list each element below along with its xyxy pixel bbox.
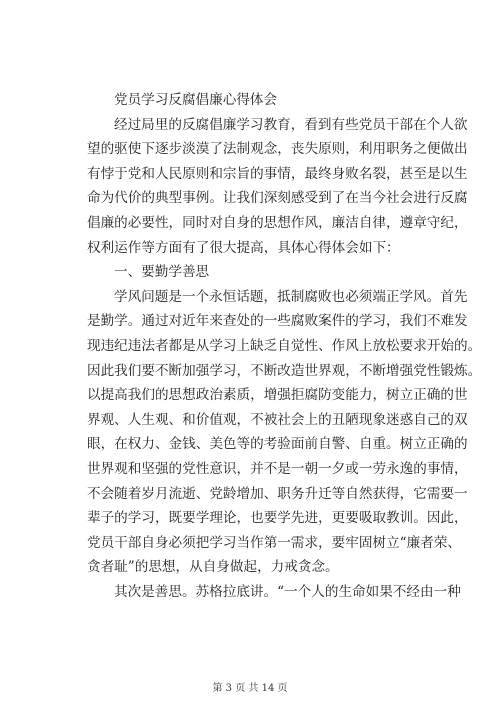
text-line: 命为代价的典型事例。让我们深刻感受到了在当今社会进行反腐 (87, 190, 468, 207)
text-line: 经过局里的反腐倡廉学习教育，看到有些党员干部在个人欲 (114, 116, 468, 133)
section-heading (87, 260, 415, 285)
paragraph-good-thinking (87, 580, 461, 605)
text-line: 学风问题是一个永恒话题，抵制腐败也必须端正学风。首先 (114, 288, 468, 305)
text-line: 权利运作等方面有了很大提高，具体心得体会如下： (87, 239, 400, 256)
text-line: 世界观和坚强的党性意识，并不是一朝一夕或一劳永逸的事情， (87, 460, 468, 477)
document-body (87, 88, 482, 604)
text-line: 以提高我们的思想政治素质，增强拒腐防变能力，树立正确的世 (87, 387, 468, 404)
text-line: 界观、人生观、和价值观，不被社会上的丑陋现象迷惑自己的双 (87, 411, 468, 428)
text-line: 倡廉的必要性，同时对自身的思想作风，廉洁自律，遵章守纪， (87, 214, 468, 231)
text-line: 贪者耻”的思想，从自身做起，力戒贪念。 (87, 559, 339, 576)
text-line: 眼，在权力、金钱、美色等的考验面前自警、自重。树立正确的 (87, 436, 468, 453)
heading-text: 一、要勤学善思 (114, 264, 210, 281)
paragraph-diligent-study (87, 285, 482, 580)
document-title: 党员学习反腐倡廉心得体会 (114, 92, 278, 108)
text-line: 有悖于党和人民原则和宗旨的事情，最终身败名裂，甚至是以生 (87, 165, 468, 182)
text-line: 现违纪违法者都是从学习上缺乏自觉性、作风上放松要求开始的。 (87, 337, 482, 354)
text-line: 望的驱使下逐步淡漠了法制观念，丧失原则，利用职务之便做出 (87, 141, 468, 158)
text-line: 党员干部自身必须把学习当作第一需求，要牢固树立“廉者荣、 (87, 534, 461, 551)
text-line: 不会随着岁月流逝、党龄增加、职务升迁等自然获得，它需要一 (87, 485, 468, 502)
text-line: 是勤学。通过对近年来查处的一些腐败案件的学习，我们不难发 (87, 313, 468, 330)
paragraph-intro (87, 113, 468, 261)
page-number-footer: 第 3 页 共 14 页 (212, 683, 288, 694)
text-line: 因此我们要不断加强学习，不断改造世界观，不断增强党性锻炼。 (87, 362, 482, 379)
text-line: 辈子的学习，既要学理论，也要学先进，更要吸取教训。因此， (87, 510, 468, 527)
text-line: 其次是善思。苏格拉底讲。“一个人的生命如果不经由一种 (114, 583, 461, 600)
